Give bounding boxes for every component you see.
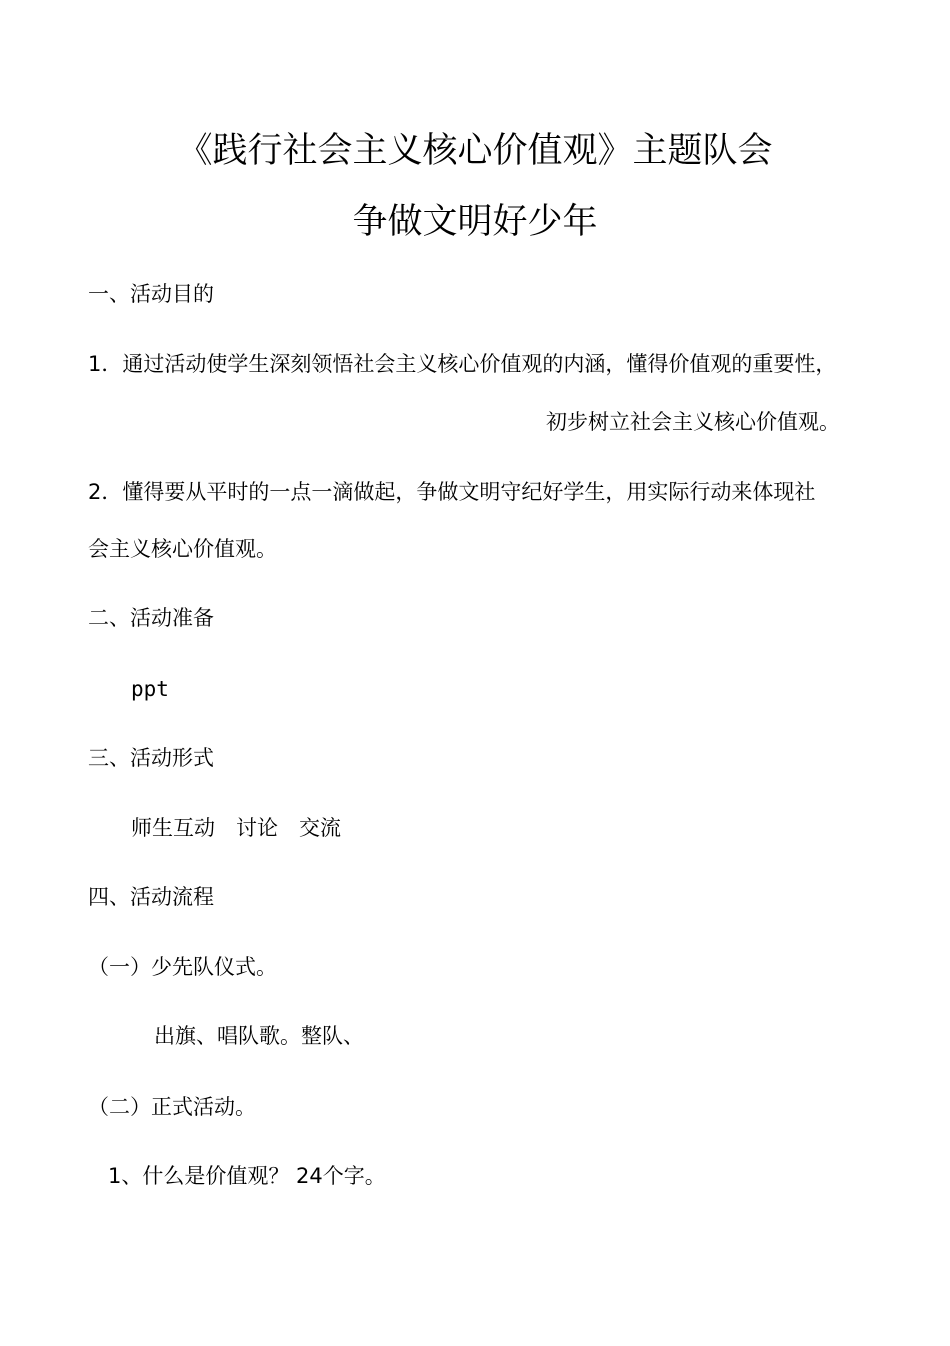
- procedure-part-2-heading: （二）正式活动。: [88, 1095, 256, 1119]
- procedure-part-1-content: 出旗、唱队歌。整队、: [154, 1024, 364, 1048]
- procedure-part-2-item-1: 1、什么是价值观？ 24个字。: [108, 1164, 386, 1188]
- purpose-item-2-line-1: 2．懂得要从平时的一点一滴做起，争做文明守纪好学生，用实际行动来体现社: [88, 480, 816, 504]
- section-heading-procedure: 四、活动流程: [88, 885, 214, 909]
- section-heading-preparation: 二、活动准备: [88, 606, 214, 630]
- document-title: 《践行社会主义核心价值观》主题队会: [177, 131, 773, 171]
- purpose-item-2-line-2: 会主义核心价值观。: [88, 537, 277, 561]
- section-heading-format: 三、活动形式: [88, 746, 214, 770]
- format-content: 师生互动 讨论 交流: [131, 816, 341, 840]
- purpose-item-1-line-2: 初步树立社会主义核心价值观。: [546, 410, 840, 434]
- section-heading-purpose: 一、活动目的: [88, 282, 214, 306]
- procedure-part-1-heading: （一）少先队仪式。: [88, 955, 277, 979]
- purpose-item-1-line-1: 1．通过活动使学生深刻领悟社会主义核心价值观的内涵，懂得价值观的重要性，: [88, 352, 837, 376]
- document-subtitle: 争做文明好少年: [352, 202, 598, 242]
- preparation-content: ppt: [131, 677, 169, 701]
